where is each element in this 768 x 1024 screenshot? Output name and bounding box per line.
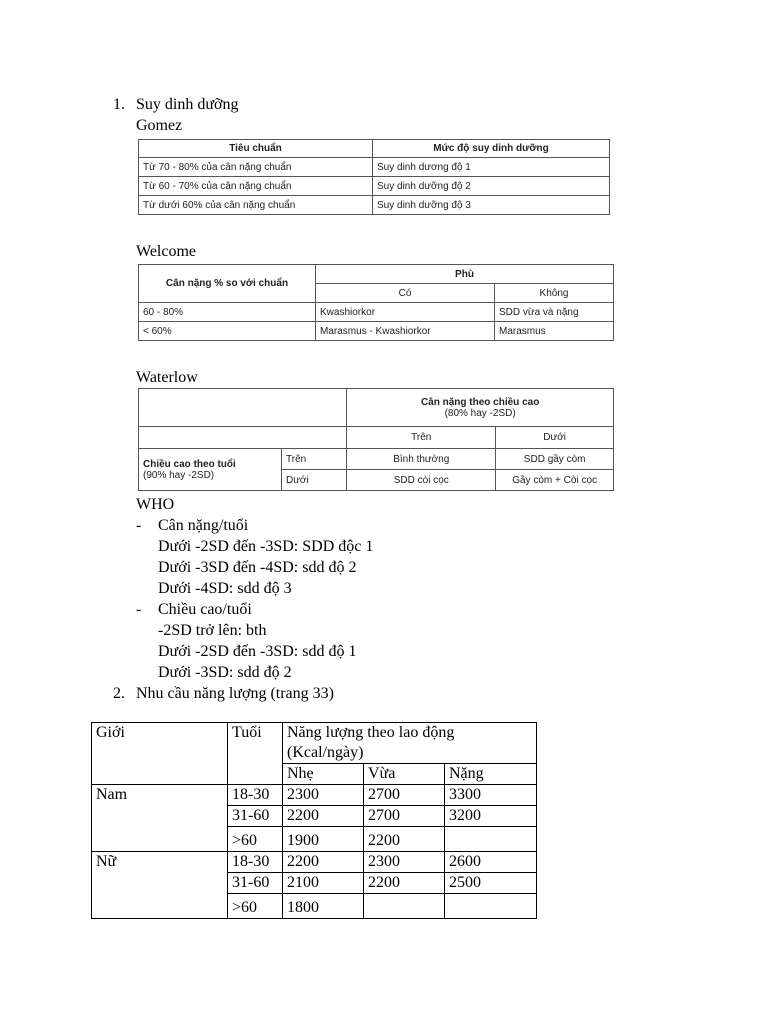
- waterlow-below: Gầy còm + Còi cọc: [496, 470, 614, 491]
- energy-medium: 2700: [364, 806, 445, 827]
- waterlow-row-label: Trên: [282, 449, 347, 470]
- energy-age: 31-60: [228, 873, 283, 894]
- energy-medium: 2200: [364, 873, 445, 894]
- energy-heavy: 2600: [445, 852, 537, 873]
- welcome-range: < 60%: [139, 322, 316, 341]
- energy-age: >60: [228, 827, 283, 852]
- waterlow-top-header-sub: (80% hay -2SD): [444, 407, 516, 419]
- energy-age: 18-30: [228, 852, 283, 873]
- section-1-title: Suy dinh dưỡng: [136, 96, 239, 113]
- welcome-no: Marasmus: [495, 322, 614, 341]
- who-line: Dưới -2SD đến -3SD: SDD độc 1: [158, 538, 374, 555]
- who-heading: WHO: [136, 496, 175, 513]
- welcome-range: 60 - 80%: [139, 303, 316, 322]
- gomez-col-level: Mức độ suy dinh dưỡng: [373, 140, 610, 158]
- energy-medium: 2700: [364, 785, 445, 806]
- waterlow-above: Bình thường: [347, 449, 496, 470]
- waterlow-heading: Waterlow: [136, 369, 198, 386]
- waterlow-row-header-sub: (90% hay -2SD): [143, 469, 215, 481]
- energy-heavy: [445, 827, 537, 852]
- energy-light: 2200: [283, 806, 364, 827]
- energy-light: 2200: [283, 852, 364, 873]
- waterlow-row-header-title: Chiều cao theo tuổi: [143, 458, 236, 470]
- waterlow-empty-cell: [139, 427, 347, 449]
- who-group-title: Cân nặng/tuổi: [158, 517, 249, 534]
- energy-light: 1800: [283, 894, 364, 919]
- waterlow-top-header-title: Cân nặng theo chiều cao: [420, 396, 540, 408]
- welcome-yes: Kwashiorkor: [316, 303, 495, 322]
- gomez-level: Suy dinh dưỡng độ 2: [373, 177, 610, 196]
- energy-age: 18-30: [228, 785, 283, 806]
- who-dash: -: [136, 601, 142, 618]
- waterlow-col-above: Trên: [347, 427, 496, 449]
- energy-medium: 2300: [364, 852, 445, 873]
- waterlow-row-header: [139, 449, 282, 491]
- welcome-no: SDD vừa và nặng: [495, 303, 614, 322]
- energy-heavy: [445, 894, 537, 919]
- energy-age: >60: [228, 894, 283, 919]
- section-1-number: 1.: [113, 96, 125, 113]
- who-dash: -: [136, 517, 142, 534]
- energy-col-energy: Năng lượng theo lao động (Kcal/ngày): [283, 723, 537, 764]
- energy-col-heavy: Nặng: [445, 764, 537, 785]
- gomez-crit: Từ 70 - 80% của cân nặng chuẩn: [139, 158, 373, 177]
- energy-col-age: Tuổi: [228, 723, 283, 785]
- gomez-crit: Từ 60 - 70% của cân nặng chuẩn: [139, 177, 373, 196]
- energy-light: 2100: [283, 873, 364, 894]
- section-2-title: Nhu cầu năng lượng (trang 33): [136, 685, 334, 702]
- energy-age: 31-60: [228, 806, 283, 827]
- gomez-heading: Gomez: [136, 117, 183, 134]
- who-line: Dưới -2SD đến -3SD: sdd độ 1: [158, 643, 357, 660]
- who-line: Dưới -4SD: sdd độ 3: [158, 580, 292, 597]
- gomez-level: Suy dinh dưỡng độ 3: [373, 196, 610, 215]
- energy-medium: 2200: [364, 827, 445, 852]
- who-group-title: Chiều cao/tuổi: [158, 601, 252, 618]
- gomez-level: Suy dinh dương độ 1: [373, 158, 610, 177]
- waterlow-table: [138, 388, 614, 491]
- welcome-heading: Welcome: [136, 243, 197, 260]
- welcome-col-edema: Phù: [316, 265, 614, 284]
- waterlow-row-label: Dưới: [282, 470, 347, 491]
- energy-col-medium: Vừa: [364, 764, 445, 785]
- gomez-col-criteria: Tiêu chuẩn: [139, 140, 373, 158]
- who-line: Dưới -3SD đến -4SD: sdd độ 2: [158, 559, 357, 576]
- waterlow-col-below: Dưới: [496, 427, 614, 449]
- welcome-col-weight: Cân nặng % so với chuẩn: [139, 265, 316, 303]
- welcome-yes: Marasmus - Kwashiorkor: [316, 322, 495, 341]
- who-line: Dưới -3SD: sdd độ 2: [158, 664, 292, 681]
- gomez-table: [138, 139, 610, 215]
- energy-col-gender: Giới: [92, 723, 228, 785]
- energy-light: 1900: [283, 827, 364, 852]
- energy-heavy: 3300: [445, 785, 537, 806]
- energy-col-light: Nhẹ: [283, 764, 364, 785]
- welcome-sub-no: Không: [495, 284, 614, 303]
- energy-heavy: 2500: [445, 873, 537, 894]
- waterlow-empty-cell: [139, 389, 347, 427]
- waterlow-above: SDD còi cọc: [347, 470, 496, 491]
- waterlow-below: SDD gầy còm: [496, 449, 614, 470]
- gomez-crit: Từ dưới 60% của cân nặng chuẩn: [139, 196, 373, 215]
- energy-heavy: 3200: [445, 806, 537, 827]
- welcome-sub-yes: Có: [316, 284, 495, 303]
- energy-gender-female: Nữ: [92, 852, 228, 919]
- energy-table: [91, 722, 537, 919]
- welcome-table: [138, 264, 614, 341]
- waterlow-top-header: [347, 389, 614, 427]
- who-line: -2SD trở lên: bth: [158, 622, 267, 639]
- energy-gender-male: Nam: [92, 785, 228, 852]
- energy-light: 2300: [283, 785, 364, 806]
- energy-medium: [364, 894, 445, 919]
- section-2-number: 2.: [113, 685, 125, 702]
